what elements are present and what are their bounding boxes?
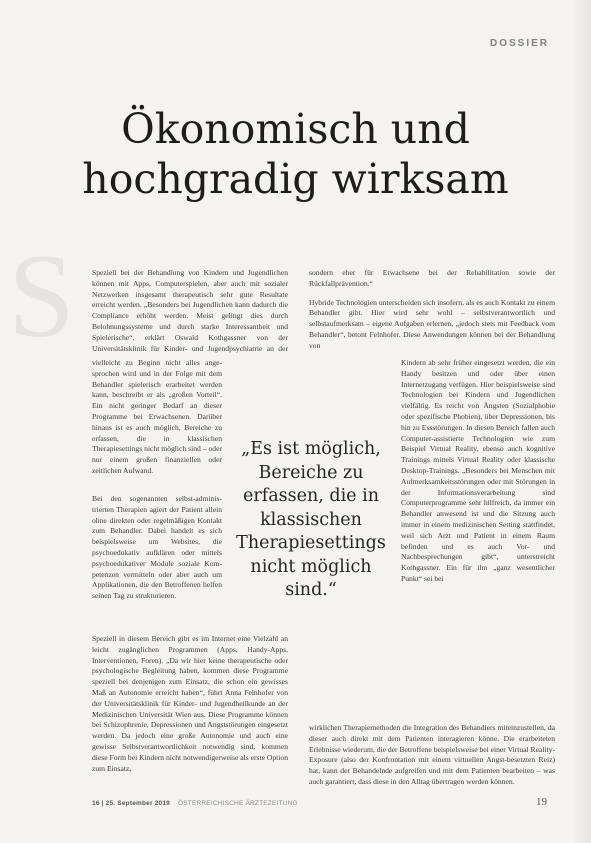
paragraph: Speziell in diesem Bereich gibt es im Internet eine Vielzahl an leicht zugänglichen Programmen (Apps, Handy-Apps, Interventionen, Foren). „Da wir hier keine therapeutische oder psychologische Begleitung haben, kommen diese Programme speziell bei denjenigen zum Einsatz, die schon ein gewisses Maß an Autonomie erreicht haben“, führt Anna Felnhofer von der Universitätsklinik für Kinder- und Jugendheilkunde an der Medizinischen Universität Wien aus. Diese Programme können bei Schizophrenie, Depressionen und Angststörungen eingesetzt werden. Da jedoch eine große Autonomie und auch eine gewisse Selbstverantwortlichkeit notwendig sind, kommen diese Form bei Kindern nicht notwendigerweise als erste Option zum Einsatz, xyxy=(92,634,288,773)
footer-publication: ÖSTERREICHISCHE ÄRZTEZEITUNG xyxy=(178,800,298,807)
dropcap-letter: S xyxy=(8,229,75,362)
body-text-left-low xyxy=(92,494,222,634)
body-text-right-top xyxy=(309,268,555,358)
body-text-left-top xyxy=(92,268,288,356)
paragraph: Bei den sogenannten selbst-administrierten Therapien agiert der Patient allein ohne direkten oder regelmäßigen Kontakt zum Behandler. Dabei handelt es sich beispielsweise um Websites, die psychoedukativ aufklären oder mittels psychoedukativer Module soziale Kompetenzen vermitteln oder aber auch um Applikationen, die den Betroffenen helfen seinen Tag zu strukturieren. xyxy=(92,494,222,601)
paragraph: Speziell bei der Behandlung von Kindern und Jugendlichen können mit Apps, Computerspielen, aber auch mit sozialer Netzwerken insgesamt therapeutisch sehr gute Resultate erreicht werden. „Besonders bei Jugendlichen kann dadurch die Compliance erhöht werden. Meist gelingt dies durch Belohnungssysteme und durch starke Interessantheit und Spielerische“, erklärt Oswald Kothgassner von der Universitätsklinik für Kinder- und Jugendpsychiatrie an der xyxy=(92,268,288,353)
body-text-right-narrow xyxy=(401,358,555,723)
body-text-left-mid xyxy=(92,358,222,488)
body-text-left-bottom xyxy=(92,634,288,790)
pull-quote: „Es ist möglich, Bereiche zu erfassen, die in klassischen Therapiesettings nicht möglich sind.“ xyxy=(236,439,386,600)
paragraph: wirklichen Therapiemethoden die Integration des Behandlers miteinzustellen, da dieser auch direkt mit dem Patienten interagieren könne. Die erarbeiteten Erlebnisse wiederum, die der Betroffene beispielsweise bei einer Virtual Reality-Exposure (also der Konfrontation mit einem virtuellen Angst-besetzten Reiz) hat, kann der Behandelnde aufgreifen und mit dem Patienten bearbeiten – was auch garantiert, dass diese in den Alltag übertragen werden können. xyxy=(309,723,555,786)
paragraph: Kindern ab sehr früher eingesetzt werden, die ein Handy besitzen und oder über einen Internetzugang verfügen. Hier beispielsweise sind Technologien bei Kindern und Jugendlichen vielfältig. Es reicht von Ängsten (Sozialphobie oder spezifische Phobien), über Depressionen, bis hin zu Essstörungen. In diesen Bereich fallen auch Computer-assistierte Technologien wie zum Beispiel Virtual Reality, ebenso auch kognitive Trainings mittels Virtual Reality oder klassische Desktop-Trainings. „Besonders bei Menschen mit Aufmerksamkeitsstörungen oder mit Störungen in der Informationsverarbeitung sind Computerprogramme sehr hilfreich, da immer ein Behandler anwesend ist und die Sitzung auch immer in einem medizinischen Setting stattfindet, weil sich Arzt und Patient in einem Raum befinden und es auch Vor- und Nachbesprechungen gibt“, unterstreicht Kothgassner. Ein für ihn „ganz wesentlicher Punkt“ sei bei xyxy=(401,358,555,583)
section-label: DOSSIER xyxy=(489,38,549,49)
footer-issue: 16 | 25. September 2019 xyxy=(92,800,170,807)
headline xyxy=(0,104,591,204)
paragraph: sondern eher für Erwachsene bei der Rehabilitation sowie der Rückfallprävention.“ xyxy=(309,268,555,288)
body-text-right-bottom xyxy=(309,723,555,789)
paragraph: Hybride Technologien unterscheiden sich insofern, als es auch Kontakt zu einem Behandler gibt. Hier wird sehr wohl – selbstverantwortlich und selbstaufmerksam – eigene Aufgaben erlernen, „jedoch stets mit Feedback vom Behandler“, betont Felnhofer. Diese Anwendungen können bei der Behandlung von xyxy=(309,297,555,350)
paragraph: vielleicht zu Beginn nicht alles angesprochen wird und in der Folge mit dem Behandler spielerisch erarbeitet werden kann, beschreibt er als „großen Vorteil“. Ein nicht geringer Bedarf an dieser Programme bei Erwachsenen. Darüber hinaus ist es auch möglich, Bereiche zu erfassen, die in klassischen Therapiesettings nicht möglich sind – oder nur einem großen finanziellen oder zeitlichen Aufwand. xyxy=(92,358,222,475)
headline-line-1: Ökonomisch und xyxy=(121,105,470,153)
headline-line-2: hochgradig wirksam xyxy=(82,155,509,203)
footer-issue-line xyxy=(92,800,298,807)
page-number: 19 xyxy=(536,796,547,808)
